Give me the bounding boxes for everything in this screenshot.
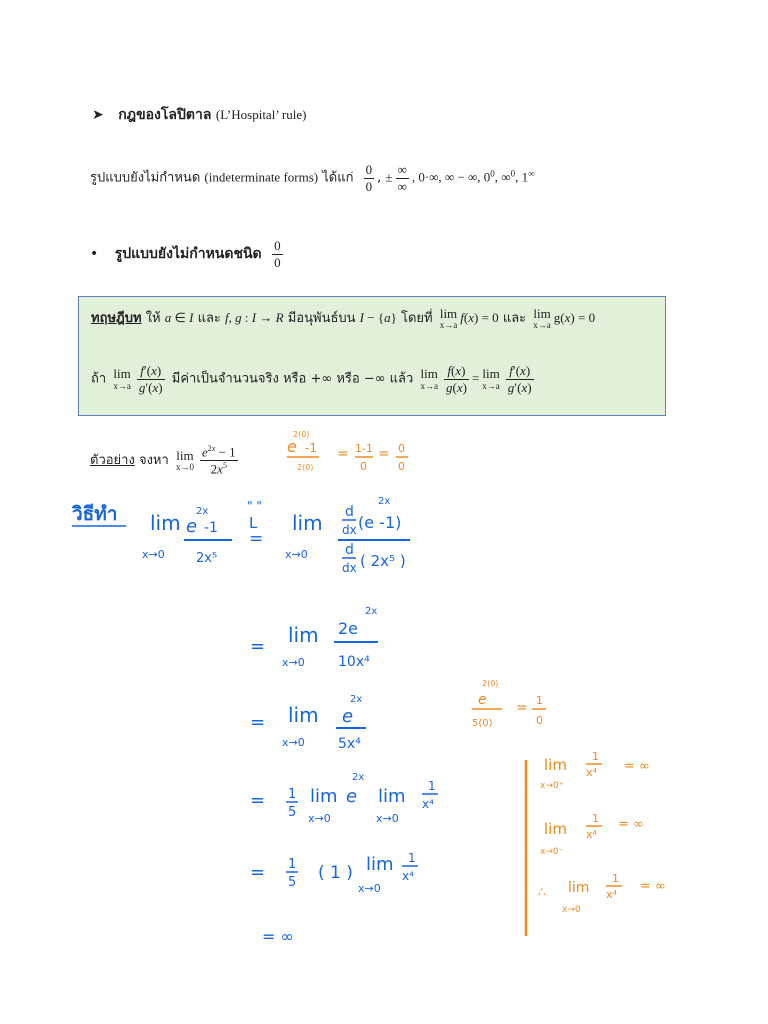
svg-text:x→0⁻: x→0⁻ <box>540 847 564 857</box>
svg-text:2x: 2x <box>196 506 209 517</box>
svg-text:lim: lim <box>366 854 394 875</box>
one-exponent: ∞ <box>528 168 535 179</box>
svg-text:e: e <box>287 437 297 456</box>
solution-label <box>70 494 130 538</box>
zero-over-zero: $\frac{0}{0}$ <box>365 162 373 194</box>
theorem-line-1: ทฤษฎีบท ให้ a ∈ I และ f, g : I → R มีอนุพันธ์บน I − {a} โดยที่ lim x→a f(x) = 0 และ lim x→a g(x) = 0 <box>91 306 596 331</box>
svg-text:1: 1 <box>536 694 543 707</box>
zero-exponent: 0 <box>490 168 495 179</box>
svg-text:1: 1 <box>288 857 297 872</box>
svg-text:d: d <box>345 504 354 520</box>
svg-text:lim: lim <box>378 786 406 807</box>
forms-list: , 0·∞, ∞ − ∞, 0 <box>411 169 491 185</box>
lim-g: lim x→a <box>533 306 551 331</box>
ratio-functions: $\frac{f(x)}{g(x)}$ <box>445 363 467 395</box>
svg-text:lim: lim <box>288 623 319 647</box>
indeterminate-label-tail: ได้แก่ <box>322 170 354 186</box>
side-limit-conclusion: = ∞ <box>640 879 666 894</box>
svg-text:e: e <box>186 516 198 537</box>
svg-text:1: 1 <box>428 779 436 793</box>
svg-text:1: 1 <box>612 872 619 885</box>
svg-text:lim: lim <box>544 756 567 774</box>
svg-text:x→0: x→0 <box>285 548 308 561</box>
svg-text:lim: lim <box>292 511 323 535</box>
theorem-word-and-2: และ <box>502 311 527 327</box>
svg-text:lim: lim <box>288 703 319 727</box>
svg-text:L: L <box>249 514 258 532</box>
svg-text:x→0: x→0 <box>142 548 165 561</box>
svg-text:∴: ∴ <box>538 885 546 899</box>
svg-text:2e: 2e <box>338 619 359 638</box>
theorem-title: ทฤษฎีบท <box>91 311 142 327</box>
inf-exponent: 0 <box>510 168 516 179</box>
svg-text:" ": " " <box>247 499 262 513</box>
heading-thai: กฎของโลปิตาล <box>118 107 212 123</box>
theorem-word-where: โดยที่ <box>400 311 433 327</box>
theorem-line-2: ถ้า lim x→a $\frac{f'(x)}{g'(x)}$ มีค่าเป็นจำนวนจริง หรือ +∞ หรือ −∞ แล้ว lim x→a $\frac{f(x)}{g(x)}$ = lim x→a $\frac{f'(x)}{g'(x)}$ <box>91 363 532 395</box>
svg-text:=: = <box>250 790 266 811</box>
theorem-word-differentiable: มีอนุพันธ์บน <box>287 311 356 327</box>
ratio-derivatives: $\frac{f'(x)}{g'(x)}$ <box>138 363 163 395</box>
final-answer: = ∞ <box>262 927 294 946</box>
svg-text:=: = <box>516 700 528 716</box>
svg-text:=: = <box>250 636 266 657</box>
svg-text:x→0: x→0 <box>562 905 581 915</box>
example-verb: จงหา <box>138 452 169 468</box>
svg-text:lim: lim <box>568 880 590 896</box>
svg-text:( 1 ): ( 1 ) <box>318 863 353 883</box>
blue-derivation <box>140 490 440 974</box>
svg-text:1-1: 1-1 <box>355 442 373 455</box>
lim-ratio-derivatives: lim x→a <box>113 366 131 391</box>
svg-text:x⁴: x⁴ <box>422 797 434 811</box>
svg-text:d: d <box>345 542 354 558</box>
svg-text:=: = <box>378 446 390 462</box>
svg-text:x→0: x→0 <box>308 812 331 825</box>
orange-side-limits <box>520 740 700 944</box>
orange-note-second <box>470 676 560 740</box>
svg-text:2x⁵: 2x⁵ <box>196 551 218 566</box>
svg-text:10x⁴: 10x⁴ <box>338 654 370 670</box>
svg-text:0: 0 <box>360 460 367 473</box>
lim-ratio: lim x→a <box>420 366 438 391</box>
solution-label-text: วิธีทำ <box>72 503 118 525</box>
svg-text:5x⁴: 5x⁴ <box>338 736 361 752</box>
theorem-word-and: และ <box>197 311 221 327</box>
ratio-derivatives-2: $\frac{f'(x)}{g'(x)}$ <box>507 363 532 395</box>
svg-text:e: e <box>478 692 487 708</box>
svg-text:lim: lim <box>544 820 567 838</box>
svg-text:=: = <box>250 712 266 733</box>
indeterminate-label-en: (indeterminate forms) <box>204 169 319 185</box>
example-label: ตัวอย่าง <box>90 452 135 468</box>
section-zero-over-zero-fraction: $\frac{0}{0}$ <box>274 238 281 270</box>
theorem-word-if: ถ้า <box>91 371 107 387</box>
svg-text:x→0⁺: x→0⁺ <box>540 781 564 791</box>
svg-text:x→0: x→0 <box>282 736 305 749</box>
svg-text:lim: lim <box>150 511 181 535</box>
svg-text:1: 1 <box>288 787 297 802</box>
svg-text:0: 0 <box>398 460 405 473</box>
svg-text:5: 5 <box>288 875 297 890</box>
svg-text:x⁴: x⁴ <box>606 888 617 901</box>
svg-text:x⁴: x⁴ <box>402 869 414 883</box>
svg-text:x→0: x→0 <box>376 812 399 825</box>
svg-text:=: = <box>250 862 266 883</box>
svg-text:x→0: x→0 <box>358 882 381 895</box>
orange-note-substitution <box>285 428 425 482</box>
svg-text:2x: 2x <box>352 772 365 783</box>
example-lim: lim x→0 <box>175 447 194 473</box>
section-bullet: • <box>90 246 99 263</box>
svg-text:2x: 2x <box>378 496 391 507</box>
svg-text:x→0: x→0 <box>282 656 305 669</box>
inf-over-inf: $\frac{\infty}{\infty}$ <box>397 162 407 194</box>
svg-text:2(0): 2(0) <box>482 679 499 688</box>
indeterminate-label: รูปแบบยังไม่กำหนด <box>90 170 201 186</box>
heading-en: (L’Hospital’ rule) <box>215 107 307 122</box>
example-fraction: $\frac{e^{2x} - 1}{2x^5}$ <box>201 444 236 477</box>
svg-text:e: e <box>346 786 358 807</box>
svg-text:5: 5 <box>288 805 297 820</box>
svg-text:(e -1): (e -1) <box>358 513 402 532</box>
example-line <box>90 444 241 477</box>
svg-text:lim: lim <box>310 786 338 807</box>
svg-text:dx: dx <box>342 523 357 537</box>
svg-text:=: = <box>337 446 349 462</box>
svg-text:1: 1 <box>592 750 599 763</box>
section-zero-over-zero <box>90 238 286 270</box>
svg-text:dx: dx <box>342 561 357 575</box>
svg-text:-1: -1 <box>204 520 218 536</box>
svg-text:2x: 2x <box>350 694 363 705</box>
svg-text:1: 1 <box>408 851 416 865</box>
svg-text:x⁴: x⁴ <box>586 828 597 841</box>
theorem-box <box>78 296 666 416</box>
svg-text:x⁴: x⁴ <box>586 766 597 779</box>
svg-text:=: = <box>249 529 264 549</box>
svg-text:2(0): 2(0) <box>297 463 314 472</box>
heading <box>92 104 306 126</box>
math-a-in-I: a <box>164 310 172 326</box>
svg-text:2(0): 2(0) <box>293 430 310 439</box>
theorem-word-give: ให้ <box>145 311 161 327</box>
svg-text:0: 0 <box>398 442 405 455</box>
indeterminate-forms-line: รูปแบบยังไม่กำหนด (indeterminate forms) ได้แก่ $\frac{0}{0}$ , ± $\frac{\infty}{\infty}$ , 0·∞, ∞ − ∞, $0^0$, ∞$^0$, 1∞ <box>90 162 535 194</box>
svg-text:2x: 2x <box>365 606 378 617</box>
svg-text:1: 1 <box>592 812 599 825</box>
heading-bullet: ➤ <box>92 107 104 123</box>
lim-f: lim x→a <box>439 306 458 331</box>
section-label: รูปแบบยังไม่กำหนดชนิด <box>114 246 262 263</box>
lim-ratio-derivatives-2: lim x→a <box>482 366 500 391</box>
svg-text:0: 0 <box>536 714 543 727</box>
svg-text:-1: -1 <box>305 441 317 455</box>
side-limit-right-result: = ∞ <box>624 759 650 774</box>
svg-text:5(0): 5(0) <box>472 718 493 729</box>
side-limit-left-result: = ∞ <box>618 817 644 832</box>
svg-text:e: e <box>342 706 354 727</box>
theorem-condition: มีค่าเป็นจำนวนจริง หรือ +∞ หรือ −∞ แล้ว <box>171 371 414 387</box>
svg-text:( 2x⁵ ): ( 2x⁵ ) <box>360 552 406 570</box>
